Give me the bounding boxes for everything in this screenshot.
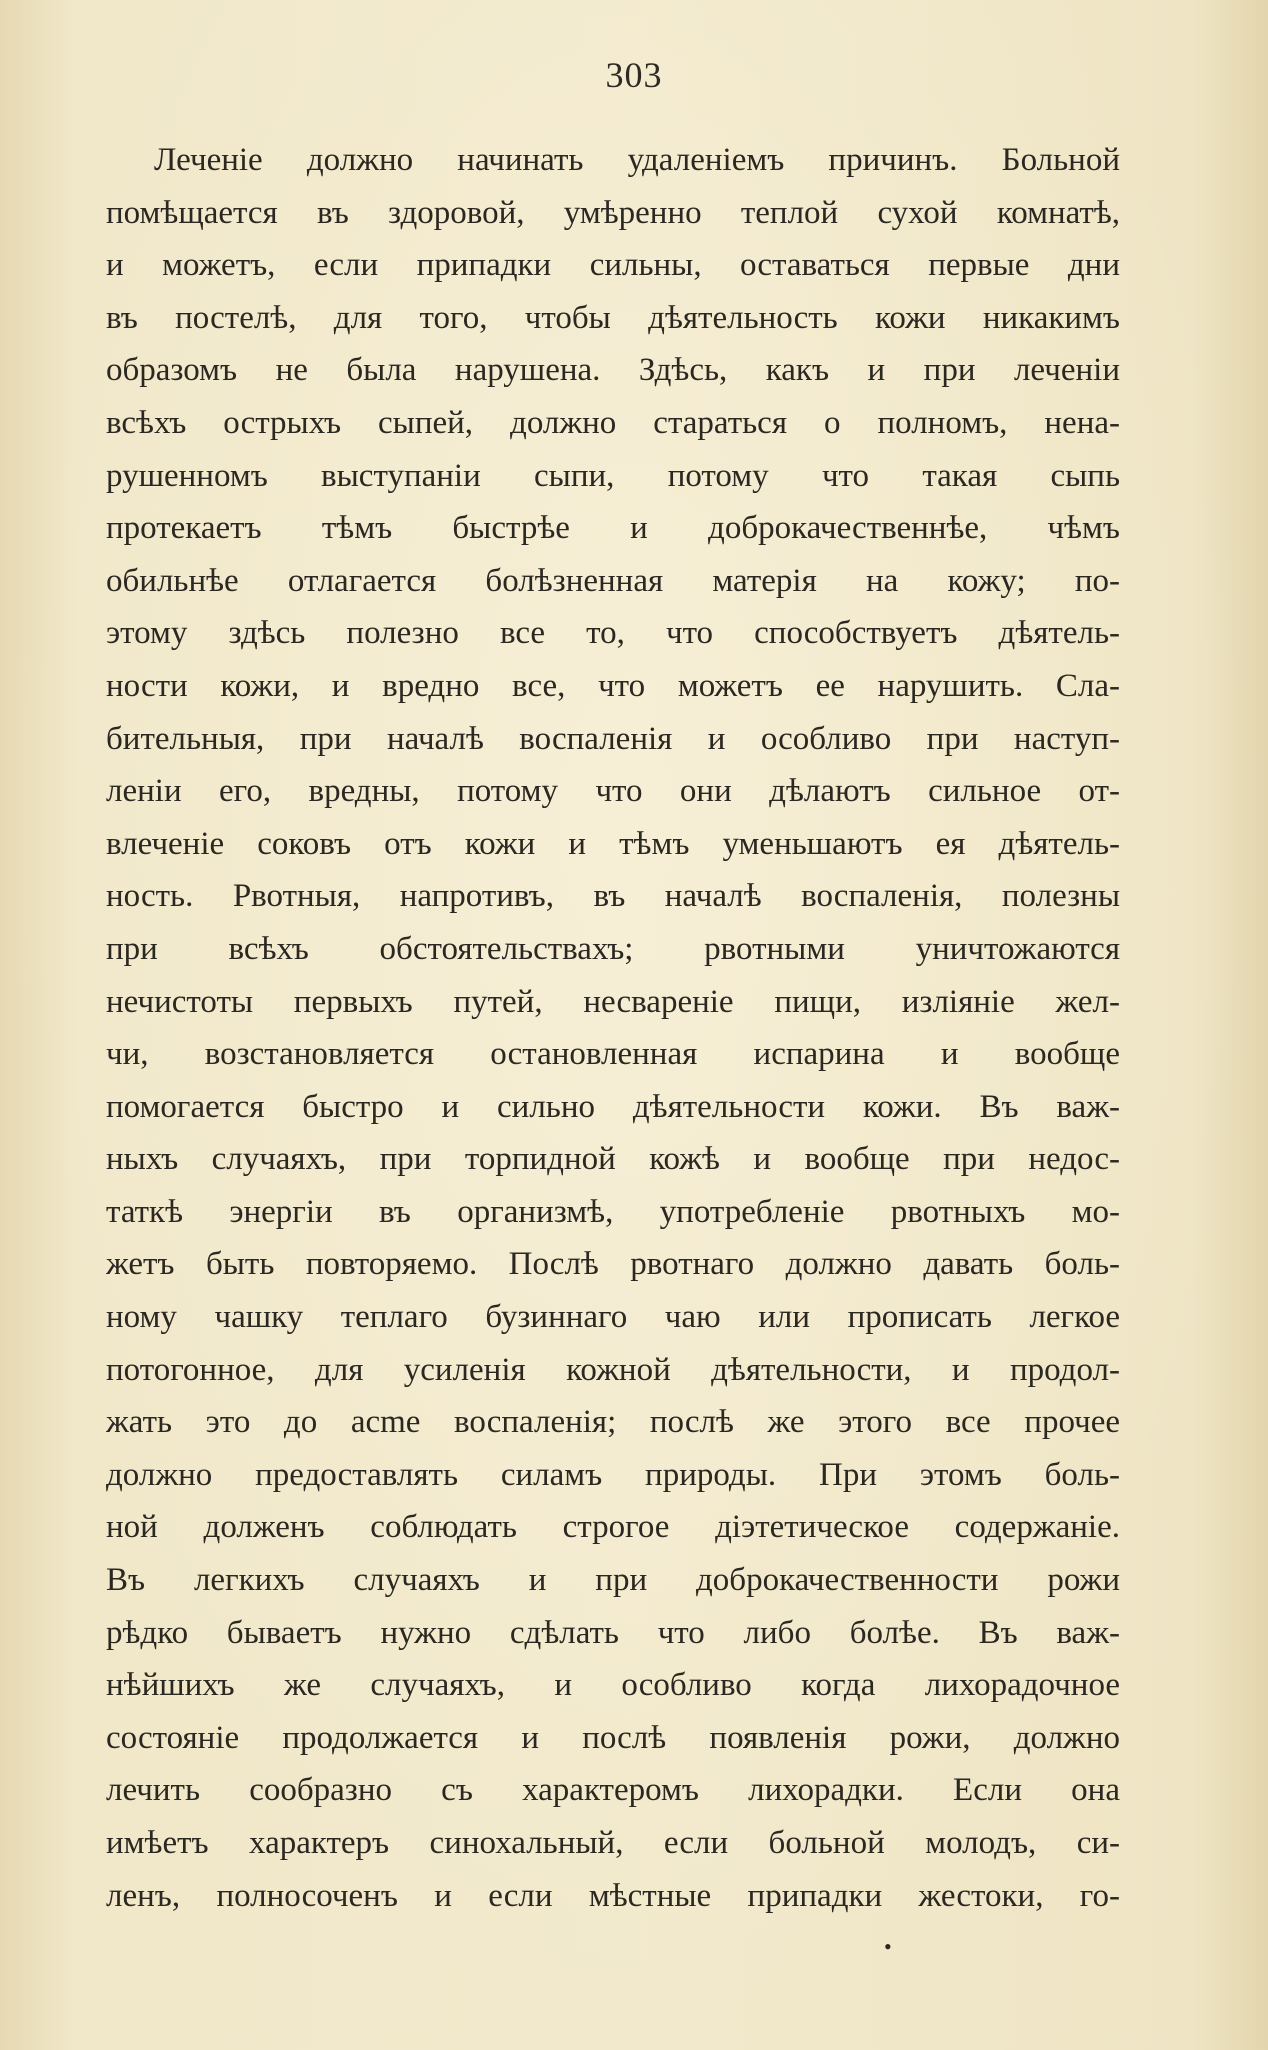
text-line: ленъ, полносоченъ и если мѣстные припадки жестоки, го- xyxy=(106,1877,1120,1914)
text-line: ности кожи, и вредно все, что можетъ ее нарушить. Сла- xyxy=(106,667,1120,704)
text-line: обильнѣе отлагается болѣзненная матерія на кожу; по- xyxy=(106,562,1120,599)
text-line: потогонное, для усиленія кожной дѣятельности, и продол- xyxy=(106,1351,1120,1388)
text-line: помогается быстро и сильно дѣятельности кожи. Въ важ- xyxy=(106,1088,1120,1125)
text-line: ной долженъ соблюдать строгое діэтетическое содержаніе. xyxy=(106,1509,1120,1546)
text-line: при всѣхъ обстоятельствахъ; рвотными уничтожаются xyxy=(106,930,1120,967)
text-line: жетъ быть повторяемо. Послѣ рвотнаго должно давать боль- xyxy=(106,1246,1120,1283)
text-line: лечить сообразно съ характеромъ лихорадки. Если она xyxy=(106,1772,1120,1809)
text-line: рѣдко бываетъ нужно сдѣлать что либо болѣе. Въ важ- xyxy=(106,1614,1120,1651)
text-line: всѣхъ острыхъ сыпей, должно стараться о полномъ, нена- xyxy=(106,404,1120,441)
text-line: нечистоты первыхъ путей, несвареніе пищи, изліяніе жел- xyxy=(106,983,1120,1020)
text-line: состояніе продолжается и послѣ появленія рожи, должно xyxy=(106,1719,1120,1756)
text-line: образомъ не была нарушена. Здѣсь, какъ и при леченіи xyxy=(106,352,1120,389)
text-line: и можетъ, если припадки сильны, оставаться первые дни xyxy=(106,247,1120,284)
text-line: влеченіе соковъ отъ кожи и тѣмъ уменьшаютъ ея дѣятель- xyxy=(106,825,1120,862)
text-line: бительныя, при началѣ воспаленія и особливо при наступ- xyxy=(106,720,1120,757)
text-line: Леченіе должно начинать удаленіемъ причинъ. Больной xyxy=(154,142,1120,178)
text-line: ныхъ случаяхъ, при торпидной кожѣ и вообще при недос- xyxy=(106,1141,1120,1178)
page-number: 303 xyxy=(605,55,663,95)
printers-mark: • xyxy=(884,1934,892,1959)
text-line: ному чашку теплаго бузиннаго чаю или прописать легкое xyxy=(106,1299,1120,1336)
text-line: ность. Рвотныя, напротивъ, въ началѣ воспаленія, полезны xyxy=(106,878,1120,915)
text-line: нѣйшихъ же случаяхъ, и особливо когда лихорадочное xyxy=(106,1667,1120,1704)
body-text xyxy=(106,134,1120,1922)
text-line: Въ легкихъ случаяхъ и при доброкачественности рожи xyxy=(106,1562,1120,1599)
text-line: имѣетъ характеръ синохальный, если больной молодъ, си- xyxy=(106,1825,1120,1861)
text-line: протекаетъ тѣмъ быстрѣе и доброкачественнѣе, чѣмъ xyxy=(106,510,1120,547)
text-line: жать это до acme воспаленія; послѣ же этого все прочее xyxy=(106,1404,1120,1441)
text-line: таткѣ энергіи въ организмѣ, употребленіе рвотныхъ мо- xyxy=(106,1193,1120,1230)
text-line: помѣщается въ здоровой, умѣренно теплой сухой комнатѣ, xyxy=(106,194,1120,231)
text-line: леніи его, вредны, потому что они дѣлаютъ сильное от- xyxy=(106,773,1120,810)
text-line: этому здѣсь полезно все то, что способствуетъ дѣятель- xyxy=(106,615,1120,652)
text-line: должно предоставлять силамъ природы. При этомъ боль- xyxy=(106,1456,1120,1493)
text-line: рушенномъ выступаніи сыпи, потому что такая сыпь xyxy=(106,457,1120,494)
text-line: чи, возстановляется остановленная испарина и вообще xyxy=(106,1036,1120,1073)
text-line: въ постелѣ, для того, чтобы дѣятельность кожи никакимъ xyxy=(106,299,1120,336)
